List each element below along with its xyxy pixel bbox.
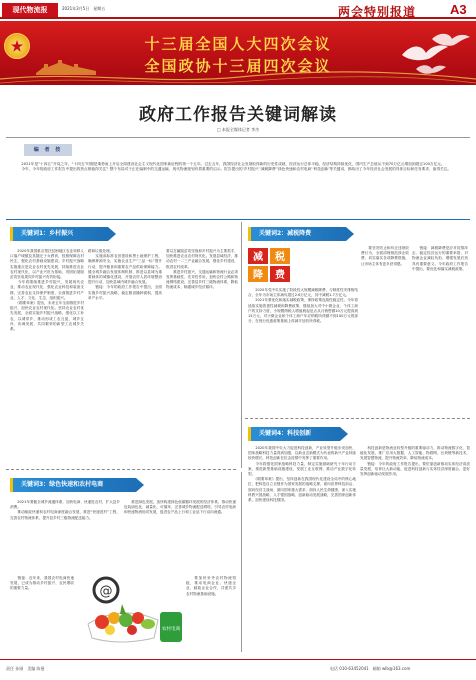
divider [6, 469, 236, 470]
section-1-column-1: 2020年我国重点帮扶贫困地区农业转移人口落户城镇及其随迁子女教育，按照保障农村民生，强化农村基础设施建设。乡村振兴战略实施重点是农业农村优先发展，持续推进农业农村现代化，以产业兴旺为基础，巩固拓展脱贫攻坚成果同乡村振兴有效衔接。 今年将继续推进乡村振兴，发展现代农业，推动农业现代化，强化农业科技和装备支撑，完善农业支持保护制度，全面推进乡村产业、人才、文化、生态、组织振兴。 《纲要草案》提出，未来五年全面推进乡村振兴，加快农业农村现代化。坚持农业农村优先发展，全面实施乡村振兴战略，强化以工补农、以城带乡，推动形成工农互促、城乡互补、协调发展、共同繁荣的新型工农城乡关系。 [10, 249, 84, 332]
editor-note-text: 2021年是“十四五”开局之年，“十四五”时期是乘势而上开启全面建设社会主义现代化国家新征程的第一个五年。过去五年，我国经济社会发展取得新的历史性成就，经济运行总体平稳，经济结构持续优化，国内生产总值从不到70万亿元增加到超过100万亿元。 今年，今年的政府工作报告中提出的热点都值得关注？整个布局对于正在编制中的交通运输、现代物流规划有着重要的启示。报告提出的‘乡村振兴’‘减税降费’‘绿色快速和农村电商’‘科技创新’等关键词，都给出了今年经济社会发展的具体目标和任务要求，值得关注。 [21, 162, 452, 172]
section-heading-label: 关键词4：科技创新 [259, 430, 312, 437]
section-title: 两会特别报道 [338, 5, 417, 19]
column-divider [241, 472, 242, 652]
section-1-column-2: 路和垃圾处理。 实施高标准农田建设和黑土地保护工程，确保种源安全，实施农业生产“三品一标”提升行动，提升粮食和重要农产品供给保障能力。健全城乡融合发展体制机制，推进以县城为重要载体的城镇化建设，开展农村人居环境整治提升行动，加快县域内城乡融合发展。 链接：今年的政府工作报告中提出，全面实施乡村振兴战略，稳定粮食播种面积，提高单产水平。 [88, 249, 162, 300]
page-number: A3 [450, 2, 467, 17]
page-header [0, 0, 476, 19]
section-4-column-2: 科技创新是物流业转型升级的重要驱动力，推动物流数字化、智能化发展，推广应用大数据、人工智能、物联网、区块链等新技术，发展智慧物流，提升物流效率，降低物流成本。 链接：今年的政府工作报告提出，要依靠创新推动实体经济高质量发展，培育壮大新动能，促进科技创新与实体经济深度融合，更好发挥创新驱动发展作用。 [360, 446, 470, 477]
banner-line-1: 十三届全国人大四次会议 [144, 35, 332, 53]
svg-text:@: @ [99, 584, 113, 599]
section-2-column-3: 链接：减税降费是应对疫情冲击、稳定经济运行的重要举措，对物流企业减轻负担、增强发展后劲具有重要意义。今年政府工作报告中提出，要优化和落实减税政策。 [412, 246, 468, 271]
byline: □ 本报全媒体记者 李杰 [216, 127, 260, 132]
doves-icon [392, 25, 472, 81]
footer-editor-credits: 责任 孙刚 美编 陈曼 [6, 666, 45, 671]
section-3-column-2: 推进绿色发展，加快构建绿色低碳循环发展的经济体系，推动快递包装绿色化、减量化、可循环，完善城乡物流配送网络，引导农村电商和快递物流协同发展，促进农产品上行和工业品下行双向流通。 [124, 500, 236, 515]
section-heading-label: 关键词2：减税降费 [259, 230, 312, 237]
badge-char-4: 费 [275, 270, 285, 281]
section-heading-green-express-rural-ecommerce [10, 478, 136, 492]
badge-char-1: 减 [253, 252, 263, 263]
article-headline: 政府工作报告关键词解读 [139, 105, 337, 125]
divider [6, 137, 470, 138]
section-heading-label: 关键词3：绿色快速和农村电商 [21, 481, 104, 488]
page-footer [0, 659, 476, 680]
sessions-banner [0, 21, 476, 85]
tax-cut-badge-icon [248, 248, 290, 282]
column-divider [241, 222, 242, 468]
editor-note-tag: 编 者 按 [24, 144, 72, 156]
section-2-column-2: 要坚决防止和纠正违规收费行为，全面清理规范涉企收费，切实落实各项降费措施，让市场主体有更多获得感。 [361, 246, 409, 266]
dateline: 2021年3月5日 星期五 [62, 6, 106, 11]
newspaper-logo: 现代物流报 [2, 3, 58, 17]
section-3-column-1: 2021年要健全城乡流通体系，加快电商、快递进农村，扩大县乡消费。 推动邮政快递和农村电商深度融合发展，推进“快递进村”工程，完善农村物流体系，提升县乡村三级物流配送能力。 [10, 500, 120, 520]
section-heading-tax-reduction [248, 227, 346, 241]
section-heading-tech-innovation [248, 427, 340, 441]
section-1-column-3: 要以打赢脱贫攻坚战和乡村振兴为主要抓手，加快推进农业农村现代化。发展县域经济，推动农村一二三产业融合发展，强化乡村建设，推进农村改革。 推进乡村振兴，交通运输和物流行业必须发挥基础性、先导性作用，加快农村公路和物流网络建设，完善县乡村三级物流体系，降低物流成本，畅通城乡经济循环。 [166, 249, 238, 290]
divider [245, 418, 470, 419]
section-2-column-1: 2020年党中央实施了阶段性大规模减税降费，与制度性安排相结合，全年为市场主体减负超过2.6万亿元，其中减税1.7万亿元。 2021年要优化和落实减税政策，保持政策连续性稳定性，今年将延续实施普惠性减税和降费政策，继续加大对中小微企业、个体工商户的支持力度，小规模纳税人增值税起征点从月销售额10万元提高到15万元，对小微企业和个体工商户年应纳税所得额不到100万元的部分，在现行优惠政策基础上再减半征收所得税。 [248, 288, 358, 324]
badge-char-2: 税 [275, 252, 285, 263]
section-4-column-1: 2020年我国中央大力促进科技创新，产业转型升级步伐加快，国家战略科技力量得到加强，以新业态新模式为代表的新兴产业持续较快增长，科技创新在抗击疫情中发挥了重要作用。 今年将强化国家战略科技力量，制定实施基础研究十年行动方案，推进新型基础设施建设，发展工业互联网，推动产业数字化转型。 《纲要草案》提出，坚持创新在我国现代化建设全局中的核心地位，把科技自立自强作为国家发展的战略支撑，面向世界科技前沿、面向经济主战场、面向国家重大需求、面向人民生命健康，深入实施科教兴国战略、人才强国战略、创新驱动发展战略，完善国家创新体系，加快建设科技强国。 [248, 446, 356, 503]
divider [6, 219, 470, 220]
rural-ecommerce-illustration [80, 574, 184, 652]
footer-contact: 电话 010-63452041 邮箱 wlb@163.com [330, 666, 411, 671]
section-3-column-3: 链接：近年来，我国农村电商快速发展，已成为推动乡村振兴、农民增收的重要力量。 [10, 576, 74, 591]
banner-line-2: 全国政协十三届四次会议 [144, 57, 332, 75]
section-3-column-4: 要加快补齐农村物流短板，推动电商企业、快递企业、邮政企业合作，共建共享农村物流基础设施。 [186, 576, 236, 596]
section-heading-label: 关键词1：乡村振兴 [21, 230, 74, 237]
ecommerce-badge-label: 农村电商 [161, 627, 181, 632]
section-heading-rural-revitalization [10, 227, 108, 241]
badge-char-3: 降 [253, 270, 263, 281]
